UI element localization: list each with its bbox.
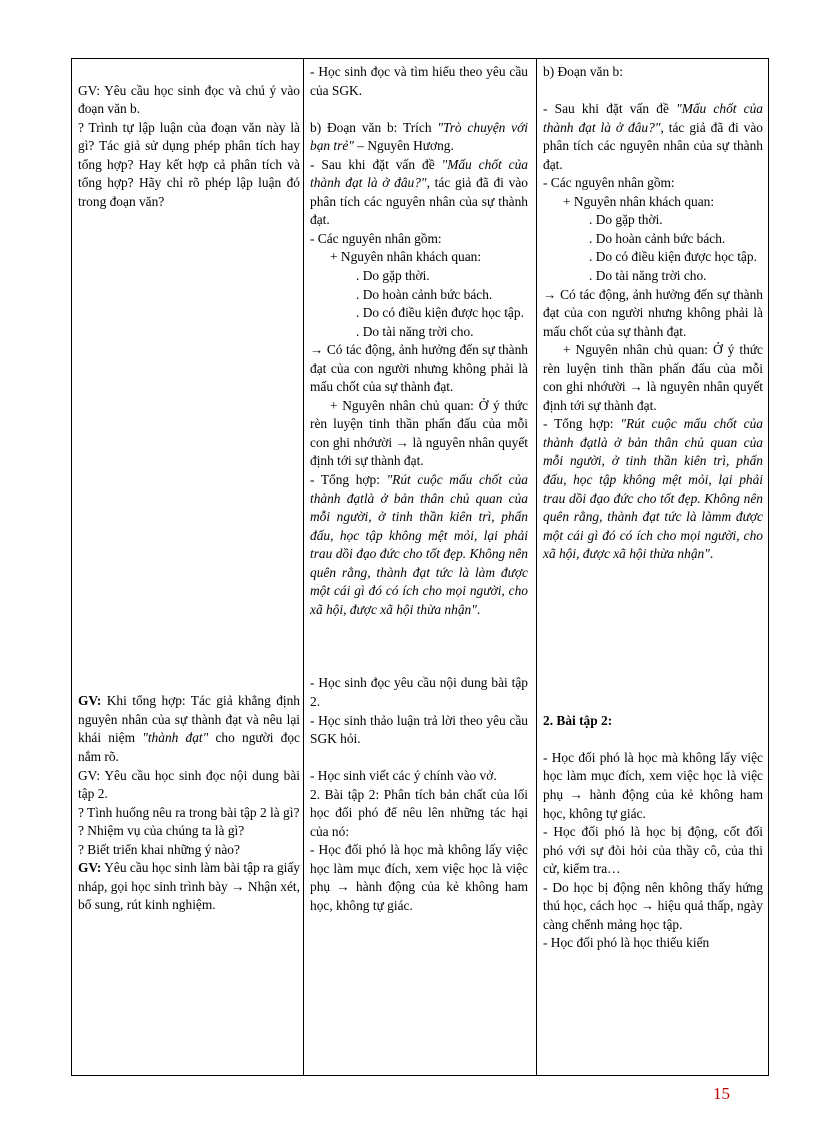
column-divider bbox=[536, 59, 537, 1075]
student-line: - Tổng hợp: "Rút cuộc mấu chốt của thành đạtlà ở bản thân chủ quan của mỗi người, ở tinh thần kiên trì, phấn đấu, học tập không mệt mỏi, lại phải trau dồi đạo đức cho tốt đẹp. Không nên quên rằng, thành đạt tức là làm được một cái gì đó có ích cho mọi người, cho xã hội, được xã hội thừa nhận". bbox=[310, 472, 528, 617]
student-activity-column bbox=[310, 59, 528, 1075]
lesson-table bbox=[71, 58, 769, 1076]
content-line: + Nguyên nhân chủ quan: Ở ý thức rèn luyện tinh thần phấn đấu của mỗi con ghi nhớười → là nguyên nhân quyết định tới sự thành đạt. bbox=[543, 342, 763, 413]
gv-question-3: ? Nhiệm vụ của chúng ta là gì? bbox=[78, 823, 245, 839]
student-line: - Học sinh đọc và tìm hiểu theo yêu cầu của SGK. bbox=[310, 64, 528, 98]
student-line: . Do hoàn cảnh bức bách. bbox=[356, 286, 493, 302]
gv-note-2: GV: Khi tổng hợp: Tác giả khẳng định nguyên nhân của sự thành đạt và nêu lại khái niệm "thành đạt" cho người đọc nắm rõ. bbox=[78, 693, 300, 765]
content-line: . Do tài năng trời cho. bbox=[589, 268, 707, 284]
student-line: - Các nguyên nhân gồm: bbox=[310, 230, 442, 246]
student-line: . Do tài năng trời cho. bbox=[356, 323, 474, 339]
content-line: - Học đối phó là học thiếu kiến bbox=[543, 935, 710, 951]
content-line: - Học đối phó là học bị động, cốt đối phó với sự đòi hỏi của thầy cô, của thi cử, kiểm tra… bbox=[543, 824, 763, 877]
content-line: - Sau khi đặt vấn đề "Mấu chốt của thành đạt là ở đâu?", tác giả đã đi vào phân tích các nguyên nhân của sự thành đạt. bbox=[543, 101, 763, 172]
content-line: - Tổng hợp: "Rút cuộc mấu chốt của thành đạtlà ở bản thân chủ quan của mỗi người, ở tinh thần kiên trì, phấn đấu, học tập không mệt mỏi, lại phải trau dồi đạo đức cho tốt đẹp. Không nên quên rằng, thành đạt tức là làmm được một cái gì đó có ích cho mọi người, cho xã hội, được xã hội thừa nhận". bbox=[543, 416, 763, 562]
content-line: - Do học bị động nên không thấy hứng thú học, cách học → hiệu quả thấp, ngày càng chểnh mảng học tập. bbox=[543, 879, 763, 932]
student-line: - Học sinh viết các ý chính vào vở. bbox=[310, 768, 497, 784]
student-line: → Có tác động, ảnh hưởng đến sự thành đạt của con người nhưng không phải là mấu chốt của sự thành đạt. bbox=[310, 342, 528, 395]
student-line: - Học sinh đọc yêu cầu nội dung bài tập 2. bbox=[310, 675, 528, 709]
student-line: - Học sinh thảo luận trả lời theo yêu cầu SGK hỏi. bbox=[310, 712, 528, 747]
student-line: b) Đoạn văn b: Trích "Trò chuyện với bạn trẻ" – Nguyên Hương. bbox=[310, 119, 528, 154]
student-line: + Nguyên nhân khách quan: bbox=[330, 249, 482, 265]
gv-instruction-1: GV: Yêu cầu học sinh đọc và chú ý vào đoạn văn b. bbox=[78, 82, 300, 117]
column-divider bbox=[303, 59, 304, 1075]
content-line: → Có tác động, ảnh hưởng đến sự thành đạt của con người nhưng không phải là mấu chốt của sự thành đạt. bbox=[543, 286, 763, 339]
student-line: - Học đối phó là học mà không lấy việc học làm mục đích, xem việc học là việc phụ → hành động của kẻ không ham học, không tự giác. bbox=[310, 842, 528, 913]
student-line: . Do có điều kiện được học tập. bbox=[356, 305, 524, 321]
exercise-heading: 2. Bài tập 2: bbox=[543, 712, 613, 728]
content-line: - Các nguyên nhân gồm: bbox=[543, 175, 675, 191]
content-line: . Do gặp thời. bbox=[589, 212, 663, 228]
content-line: + Nguyên nhân khách quan: bbox=[563, 193, 715, 209]
content-column bbox=[543, 59, 763, 1075]
teacher-activity-column bbox=[78, 59, 300, 1075]
content-line: b) Đoạn văn b: bbox=[543, 64, 623, 79]
gv-instruction-3: GV: Yêu cầu học sinh đọc nội dung bài tập 2. bbox=[78, 767, 300, 802]
gv-question-1: ? Trình tự lập luận của đoạn văn này là gì? Tác giả sử dụng phép phân tích hay tổng hợp? Hay kết hợp cả phân tích và tổng hợp? Hãy chỉ rõ phép lập luận đó trong đoạn văn? bbox=[78, 119, 300, 209]
student-line: . Do gặp thời. bbox=[356, 268, 430, 284]
content-line: . Do hoàn cảnh bức bách. bbox=[589, 230, 726, 246]
content-line: . Do có điều kiện được học tập. bbox=[589, 249, 757, 265]
gv-instruction-4: GV: Yêu cầu học sinh làm bài tập ra giấy nháp, gọi học sinh trình bày → Nhận xét, bổ sung, rút kinh nghiệm. bbox=[78, 860, 300, 913]
student-line: + Nguyên nhân chủ quan: Ở ý thức rèn luyện tinh thần phấn đấu của mỗi con ghi nhớười → là nguyên nhân quyết định tới sự thành đạt. bbox=[310, 397, 528, 469]
page-number: 15 bbox=[713, 1084, 730, 1103]
gv-label: GV: bbox=[78, 860, 102, 876]
student-line: 2. Bài tập 2: Phân tích bản chất của lối học đối phó để nêu lên những tác hại của nó: bbox=[310, 786, 528, 839]
gv-label: GV: bbox=[78, 693, 102, 709]
gv-question-2: ? Tình huống nêu ra trong bài tập 2 là gì? bbox=[78, 804, 300, 820]
student-line: - Sau khi đặt vấn đề "Mấu chốt của thành đạt là ở đâu?", tác giả đã đi vào phân tích các nguyên nhân của sự thành đạt. bbox=[310, 156, 528, 228]
gv-question-4: ? Biết triển khai những ý nào? bbox=[78, 841, 240, 857]
content-line: - Học đối phó là học mà không lấy việc học làm mục đích, xem việc học là việc phụ → hành động của kẻ không ham học, không tự giác. bbox=[543, 749, 763, 821]
